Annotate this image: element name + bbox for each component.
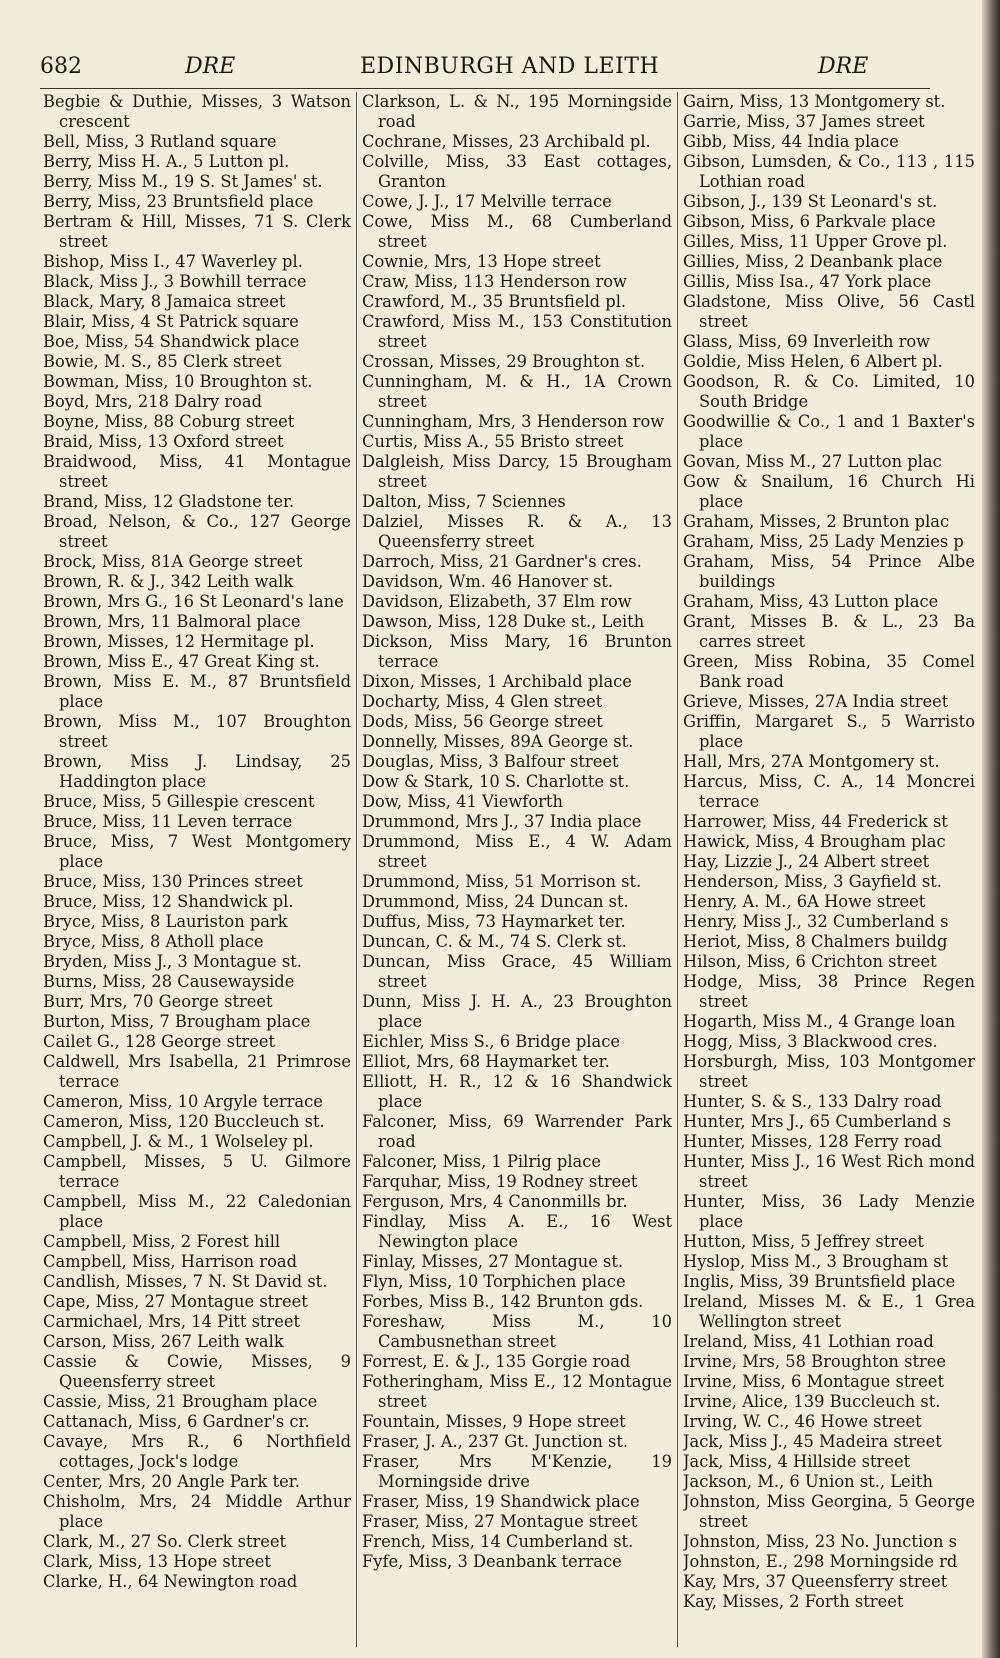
directory-entry: Hall, Mrs, 27A Montgomery st.	[683, 752, 940, 771]
directory-entry: Gibson, Lumsden, & Co., 113 , 115 Lothian road	[683, 152, 975, 191]
directory-entry: Donnelly, Misses, 89A George st.	[362, 732, 634, 751]
page-number: 682	[40, 54, 82, 79]
directory-entry: Dawson, Miss, 128 Duke st., Leith	[362, 612, 645, 631]
directory-entry: Bruce, Miss, 11 Leven terrace	[43, 812, 293, 831]
directory-entry: Cameron, Miss, 10 Argyle terrace	[43, 1092, 323, 1111]
directory-entry: Findlay, Miss A. E., 16 West Newington place	[362, 1212, 672, 1251]
directory-entry: Dalton, Miss, 7 Sciennes	[362, 492, 566, 511]
directory-entry: Brown, Miss M., 107 Broughton street	[43, 712, 351, 751]
directory-entry: Gairn, Miss, 13 Montgomery st.	[683, 92, 946, 111]
directory-entry: Boyd, Mrs, 218 Dalry road	[43, 392, 262, 411]
directory-entry: Gibson, J., 139 St Leonard's st.	[683, 192, 938, 211]
directory-entry: Hogg, Miss, 3 Blackwood cres.	[683, 1032, 938, 1051]
directory-entry: Harrower, Miss, 44 Frederick st	[683, 812, 948, 831]
column-divider	[677, 92, 678, 1647]
directory-entry: Govan, Miss M., 27 Lutton plac	[683, 452, 942, 471]
directory-entry: Graham, Miss, 43 Lutton place	[683, 592, 939, 611]
directory-entry: Clark, Miss, 13 Hope street	[43, 1552, 271, 1571]
directory-entry: Fraser, Mrs M'Kenzie, 19 Morningside drive	[362, 1452, 672, 1491]
directory-entry: Caldwell, Mrs Isabella, 21 Primrose terrace	[43, 1052, 351, 1091]
directory-entry: Graham, Misses, 2 Brunton plac	[683, 512, 950, 531]
directory-entry: Drummond, Miss, 24 Duncan st.	[362, 892, 629, 911]
directory-entry: Campbell, Miss M., 22 Caledonian place	[43, 1192, 351, 1231]
directory-entry: Brown, Misses, 12 Hermitage pl.	[43, 632, 315, 651]
directory-entry: Braid, Miss, 13 Oxford street	[43, 432, 284, 451]
directory-entry: Johnston, E., 298 Morningside rd	[683, 1552, 958, 1571]
directory-entry: Brown, Mrs, 11 Balmoral place	[43, 612, 301, 631]
directory-entry: Boyne, Miss, 88 Coburg street	[43, 412, 295, 431]
directory-entry: Irving, W. C., 46 Howe street	[683, 1412, 922, 1431]
directory-entry: Brown, Mrs G., 16 St Leonard's lane	[43, 592, 344, 611]
directory-entry: Bowman, Miss, 10 Broughton st.	[43, 372, 313, 391]
directory-entry: Broad, Nelson, & Co., 127 George street	[43, 512, 351, 551]
directory-entry: Bruce, Miss, 130 Princes street	[43, 872, 303, 891]
directory-entry: Brown, Miss E. M., 87 Bruntsfield place	[43, 672, 351, 711]
directory-entry: Forrest, E. & J., 135 Gorgie road	[362, 1352, 631, 1371]
directory-entry: Cameron, Miss, 120 Buccleuch st.	[43, 1112, 325, 1131]
directory-entry: Cowe, Miss M., 68 Cumberland street	[362, 212, 672, 251]
directory-entry: Brown, Miss J. Lindsay, 25 Haddington place	[43, 752, 351, 791]
directory-entry: Hunter, Miss, 36 Lady Menzie place	[683, 1192, 975, 1231]
directory-entry: Hawick, Miss, 4 Brougham plac	[683, 832, 946, 851]
directory-entry: Bishop, Miss I., 47 Waverley pl.	[43, 252, 303, 271]
directory-entry: Hunter, S. & S., 133 Dalry road	[683, 1092, 942, 1111]
directory-entry: Johnston, Miss Georgina, 5 George street	[683, 1492, 975, 1531]
directory-entry: Drummond, Mrs J., 37 India place	[362, 812, 642, 831]
directory-entry: Dalziel, Misses R. & A., 13 Queensferry street	[362, 512, 672, 551]
directory-entry: Braidwood, Miss, 41 Montague street	[43, 452, 351, 491]
directory-entry: Cavaye, Mrs R., 6 Northfield cottages, Jock's lodge	[43, 1432, 351, 1471]
directory-entry: Bell, Miss, 3 Rutland square	[43, 132, 277, 151]
directory-entry: Hutton, Miss, 5 Jeffrey street	[683, 1232, 924, 1251]
directory-entry: Hogarth, Miss M., 4 Grange loan	[683, 1012, 956, 1031]
directory-entry: Campbell, Misses, 5 U. Gilmore terrace	[43, 1152, 351, 1191]
directory-entry: Clark, M., 27 So. Clerk street	[43, 1532, 287, 1551]
directory-entry: Campbell, J. & M., 1 Wolseley pl.	[43, 1132, 314, 1151]
directory-entry: Carmichael, Mrs, 14 Pitt street	[43, 1312, 301, 1331]
directory-entry: Boe, Miss, 54 Shandwick place	[43, 332, 300, 351]
directory-entry: Cattanach, Miss, 6 Gardner's cr.	[43, 1412, 310, 1431]
directory-entry: Fraser, Miss, 19 Shandwick place	[362, 1492, 640, 1511]
directory-entry: Black, Mary, 8 Jamaica street	[43, 292, 286, 311]
directory-entry: Cassie & Cowie, Misses, 9 Queensferry street	[43, 1352, 351, 1391]
directory-entry: Brock, Miss, 81A George street	[43, 552, 303, 571]
directory-entry: Berry, Miss H. A., 5 Lutton pl.	[43, 152, 290, 171]
directory-entry: Goodson, R. & Co. Limited, 10 South Bridge	[683, 372, 975, 411]
directory-entry: Brown, Miss E., 47 Great King st.	[43, 652, 320, 671]
running-head-right: DRE	[818, 54, 869, 79]
book-gutter	[982, 0, 1000, 1658]
directory-entry: Curtis, Miss A., 55 Bristo street	[362, 432, 624, 451]
directory-entry: Burr, Mrs, 70 George street	[43, 992, 273, 1011]
directory-entry: Brown, R. & J., 342 Leith walk	[43, 572, 294, 591]
directory-entry: Drummond, Miss, 51 Morrison st.	[362, 872, 642, 891]
directory-entry: Goldie, Miss Helen, 6 Albert pl.	[683, 352, 943, 371]
directory-entry: Graham, Miss, 25 Lady Menzies p	[683, 532, 964, 551]
page-title: EDINBURGH AND LEITH	[360, 54, 660, 79]
directory-entry: Cunningham, M. & H., 1A Crown street	[362, 372, 672, 411]
directory-entry: Berry, Miss, 23 Bruntsfield place	[43, 192, 314, 211]
directory-entry: Grant, Misses B. & L., 23 Ba carres street	[683, 612, 975, 651]
directory-entry: Fountain, Misses, 9 Hope street	[362, 1412, 626, 1431]
directory-entry: Bruce, Miss, 7 West Montgomery place	[43, 832, 351, 871]
directory-entry: Kay, Mrs, 37 Queensferry street	[683, 1572, 948, 1591]
directory-entry: Burton, Miss, 7 Brougham place	[43, 1012, 311, 1031]
directory-entry: Falconer, Miss, 69 Warrender Park road	[362, 1112, 672, 1151]
directory-entry: Hyslop, Miss M., 3 Brougham st	[683, 1252, 949, 1271]
directory-entry: Henry, A. M., 6A Howe street	[683, 892, 926, 911]
directory-entry: Heriot, Miss, 8 Chalmers buildg	[683, 932, 948, 951]
directory-entry: Jack, Miss J., 45 Madeira street	[683, 1432, 942, 1451]
directory-entry: Griffin, Margaret S., 5 Warristo place	[683, 712, 975, 751]
directory-column-1	[43, 92, 351, 1647]
directory-entry: Ireland, Misses M. & E., 1 Grea Wellington street	[683, 1292, 975, 1331]
directory-entry: Gow & Snailum, 16 Church Hi place	[683, 472, 975, 511]
directory-entry: Horsburgh, Miss, 103 Montgomer street	[683, 1052, 975, 1091]
directory-entry: Hunter, Mrs J., 65 Cumberland s	[683, 1112, 951, 1131]
directory-entry: Irvine, Alice, 139 Buccleuch st.	[683, 1392, 941, 1411]
directory-entry: Cowe, J. J., 17 Melville terrace	[362, 192, 612, 211]
header-rule	[40, 88, 930, 89]
directory-entry: Inglis, Miss, 39 Bruntsfield place	[683, 1272, 956, 1291]
directory-entry: Docharty, Miss, 4 Glen street	[362, 692, 603, 711]
directory-entry: Craw, Miss, 113 Henderson row	[362, 272, 627, 291]
directory-entry: Cunningham, Mrs, 3 Henderson row	[362, 412, 665, 431]
directory-entry: Eichler, Miss S., 6 Bridge place	[362, 1032, 620, 1051]
directory-entry: Candlish, Misses, 7 N. St David st.	[43, 1272, 328, 1291]
directory-entry: Gillis, Miss Isa., 47 York place	[683, 272, 932, 291]
directory-entry: Goodwillie & Co., 1 and 1 Baxter's place	[683, 412, 975, 451]
directory-entry: Farquhar, Miss, 19 Rodney street	[362, 1172, 638, 1191]
directory-entry: Henderson, Miss, 3 Gayfield st.	[683, 872, 942, 891]
directory-entry: Fyfe, Miss, 3 Deanbank terrace	[362, 1552, 622, 1571]
directory-entry: Dickson, Miss Mary, 16 Brunton terrace	[362, 632, 672, 671]
directory-entry: Bowie, M. S., 85 Clerk street	[43, 352, 282, 371]
directory-entry: Black, Miss J., 3 Bowhill terrace	[43, 272, 307, 291]
directory-entry: Davidson, Elizabeth, 37 Elm row	[362, 592, 632, 611]
directory-entry: Burns, Miss, 28 Causewayside	[43, 972, 295, 991]
directory-entry: Blair, Miss, 4 St Patrick square	[43, 312, 299, 331]
directory-entry: Colville, Miss, 33 East cottages, Granton	[362, 152, 672, 191]
directory-entry: Cownie, Mrs, 13 Hope street	[362, 252, 601, 271]
directory-entry: Forbes, Miss B., 142 Brunton gds.	[362, 1292, 644, 1311]
directory-entry: Bertram & Hill, Misses, 71 S. Clerk street	[43, 212, 351, 251]
directory-entry: Brand, Miss, 12 Gladstone ter.	[43, 492, 295, 511]
directory-entry: Crossan, Misses, 29 Broughton st.	[362, 352, 646, 371]
directory-entry: Elliot, Mrs, 68 Haymarket ter.	[362, 1052, 610, 1071]
directory-entry: Irvine, Miss, 6 Montague street	[683, 1372, 944, 1391]
directory-entry: Darroch, Miss, 21 Gardner's cres.	[362, 552, 642, 571]
directory-entry: Kay, Misses, 2 Forth street	[683, 1592, 904, 1611]
directory-entry: Hay, Lizzie J., 24 Albert street	[683, 852, 930, 871]
directory-entry: Dow & Stark, 10 S. Charlotte st.	[362, 772, 630, 791]
page-header	[40, 52, 930, 82]
directory-entry: Clarkson, L. & N., 195 Morningside road	[362, 92, 672, 131]
directory-entry: Duncan, C. & M., 74 S. Clerk st.	[362, 932, 627, 951]
directory-entry: Cochrane, Misses, 23 Archibald pl.	[362, 132, 651, 151]
directory-entry: Dunn, Miss J. H. A., 23 Broughton place	[362, 992, 672, 1031]
directory-entry: Bruce, Miss, 5 Gillespie crescent	[43, 792, 315, 811]
directory-entry: Chisholm, Mrs, 24 Middle Arthur place	[43, 1492, 351, 1531]
directory-entry: Drummond, Miss E., 4 W. Adam street	[362, 832, 672, 871]
directory-entry: Duffus, Miss, 73 Haymarket ter.	[362, 912, 626, 931]
directory-entry: Fraser, J. A., 237 Gt. Junction st.	[362, 1432, 629, 1451]
directory-entry: Gilles, Miss, 11 Upper Grove pl.	[683, 232, 948, 251]
directory-entry: Bryce, Miss, 8 Atholl place	[43, 932, 264, 951]
directory-entry: Harcus, Miss, C. A., 14 Moncrei terrace	[683, 772, 975, 811]
directory-entry: Campbell, Miss, Harrison road	[43, 1252, 297, 1271]
directory-entry: Dods, Miss, 56 George street	[362, 712, 603, 731]
directory-entry: Duncan, Miss Grace, 45 William street	[362, 952, 672, 991]
directory-entry: Flyn, Miss, 10 Torphichen place	[362, 1272, 626, 1291]
directory-entry: Graham, Miss, 54 Prince Albe buildings	[683, 552, 975, 591]
directory-column-2	[362, 92, 672, 1647]
directory-column-3	[683, 92, 975, 1647]
directory-entry: Henry, Miss J., 32 Cumberland s	[683, 912, 949, 931]
directory-entry: Carson, Miss, 267 Leith walk	[43, 1332, 284, 1351]
directory-entry: Garrie, Miss, 37 James street	[683, 112, 925, 131]
column-divider	[356, 92, 357, 1647]
directory-entry: Hunter, Miss J., 16 West Rich mond street	[683, 1152, 975, 1191]
directory-entry: Cassie, Miss, 21 Brougham place	[43, 1392, 318, 1411]
directory-entry: Gibson, Miss, 6 Parkvale place	[683, 212, 936, 231]
directory-entry: Elliott, H. R., 12 & 16 Shandwick place	[362, 1072, 672, 1111]
directory-entry: Hilson, Miss, 6 Crichton street	[683, 952, 937, 971]
running-head-left: DRE	[185, 54, 236, 79]
directory-entry: Dixon, Misses, 1 Archibald place	[362, 672, 632, 691]
directory-entry: Clarke, H., 64 Newington road	[43, 1572, 298, 1591]
directory-entry: Bryce, Miss, 8 Lauriston park	[43, 912, 288, 931]
directory-entry: Falconer, Miss, 1 Pilrig place	[362, 1152, 602, 1171]
directory-entry: Jackson, M., 6 Union st., Leith	[683, 1472, 933, 1491]
directory-entry: Irvine, Mrs, 58 Broughton stree	[683, 1352, 947, 1371]
directory-entry: Glass, Miss, 69 Inverleith row	[683, 332, 931, 351]
directory-entry: Cailet G., 128 George street	[43, 1032, 276, 1051]
directory-entry: Davidson, Wm. 46 Hanover st.	[362, 572, 614, 591]
directory-entry: Gibb, Miss, 44 India place	[683, 132, 899, 151]
directory-entry: Hodge, Miss, 38 Prince Regen street	[683, 972, 975, 1011]
directory-entry: Jack, Miss, 4 Hillside street	[683, 1452, 911, 1471]
directory-entry: Center, Mrs, 20 Angle Park ter.	[43, 1472, 300, 1491]
directory-entry: Green, Miss Robina, 35 Comel Bank road	[683, 652, 975, 691]
directory-entry: Douglas, Miss, 3 Balfour street	[362, 752, 619, 771]
directory-entry: Berry, Miss M., 19 S. St James' st.	[43, 172, 323, 191]
directory-entry: Fraser, Miss, 27 Montague street	[362, 1512, 638, 1531]
directory-entry: Ireland, Miss, 41 Lothian road	[683, 1332, 934, 1351]
directory-entry: Campbell, Miss, 2 Forest hill	[43, 1232, 281, 1251]
directory-entry: Gladstone, Miss Olive, 56 Castl street	[683, 292, 975, 331]
directory-entry: Begbie & Duthie, Misses, 3 Watson crescent	[43, 92, 351, 131]
directory-entry: Bruce, Miss, 12 Shandwick pl.	[43, 892, 294, 911]
directory-entry: Grieve, Misses, 27A India street	[683, 692, 949, 711]
directory-entry: Johnston, Miss, 23 No. Junction s	[683, 1532, 957, 1551]
directory-entry: Crawford, M., 35 Bruntsfield pl.	[362, 292, 627, 311]
directory-entry: Dalgleish, Miss Darcy, 15 Brougham street	[362, 452, 672, 491]
directory-entry: Finlay, Misses, 27 Montague st.	[362, 1252, 624, 1271]
directory-entry: Foreshaw, Miss M., 10 Cambusnethan street	[362, 1312, 672, 1351]
directory-entry: Crawford, Miss M., 153 Constitution street	[362, 312, 672, 351]
directory-entry: Dow, Miss, 41 Viewforth	[362, 792, 563, 811]
directory-entry: Cape, Miss, 27 Montague street	[43, 1292, 308, 1311]
directory-entry: French, Miss, 14 Cumberland st.	[362, 1532, 634, 1551]
directory-entry: Hunter, Misses, 128 Ferry road	[683, 1132, 942, 1151]
directory-entry: Fotheringham, Miss E., 12 Montague street	[362, 1372, 672, 1411]
directory-entry: Ferguson, Mrs, 4 Canonmills br.	[362, 1192, 628, 1211]
directory-entry: Gillies, Miss, 2 Deanbank place	[683, 252, 943, 271]
directory-entry: Bryden, Miss J., 3 Montague st.	[43, 952, 302, 971]
